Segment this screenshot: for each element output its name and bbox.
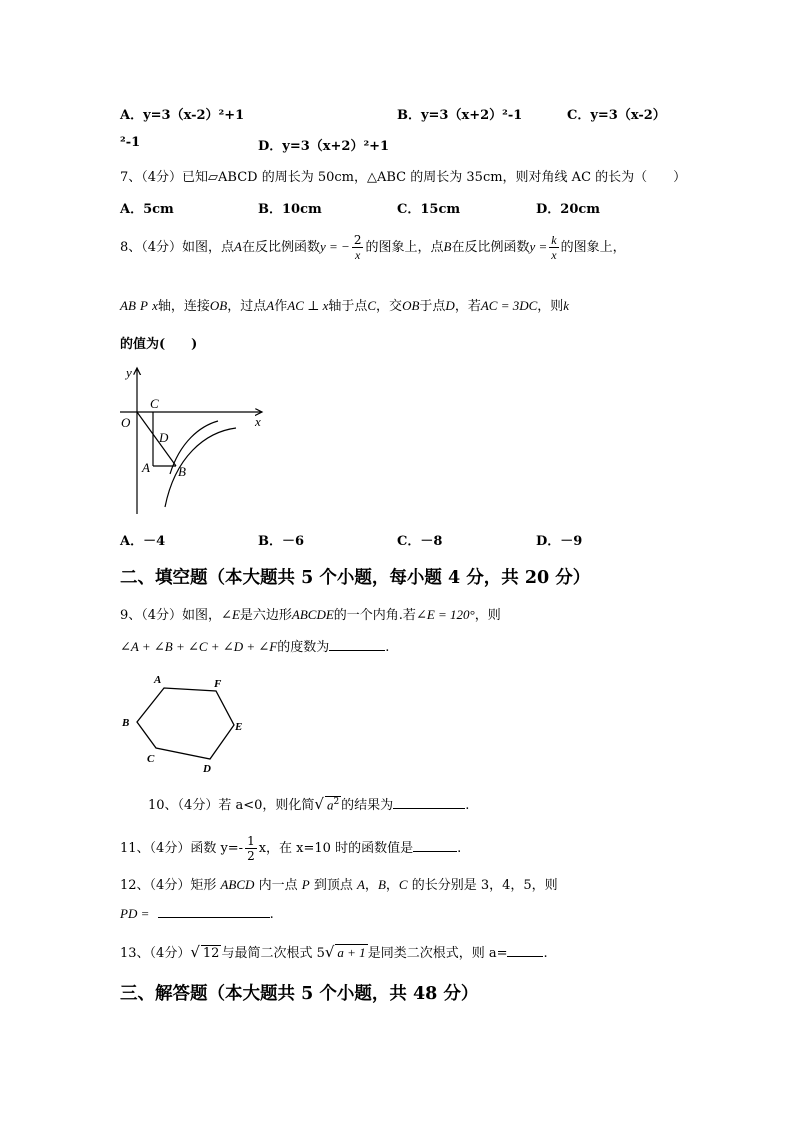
segment-ob xyxy=(137,412,176,466)
q7-question: 7、（4分）已知▱ABCD 的周长为 50cm，△ABC 的周长为 35cm，则对角线 AC 的长为（ ） xyxy=(120,170,687,185)
q6-option-d: D．y=3（x+2）²+1 xyxy=(258,139,390,154)
q6-option-c: C．y=3（x-2） xyxy=(567,108,666,123)
label-f: F xyxy=(214,678,222,690)
q8-figure xyxy=(110,362,270,520)
section-2-heading: 二、填空题（本大题共 5 个小题，每小题 4 分，共 20 分） xyxy=(120,568,591,588)
q9-question-line2: ∠A + ∠B + ∠C + ∠D + ∠F的度数为 . xyxy=(120,639,390,655)
q10-question: 10、（4分）若 a<0，则化简√ $a^2$ 的结果为 . xyxy=(148,795,470,813)
label-d: D xyxy=(159,430,169,445)
q8-question-line3: 的值为( ) xyxy=(120,337,198,352)
label-a: A xyxy=(154,674,162,686)
q7-option-a: A．5cm xyxy=(120,202,174,217)
curve-k xyxy=(165,428,236,507)
q8-option-a: A．－4 xyxy=(120,534,166,549)
section-3-heading: 三、解答题（本大题共 5 个小题，共 48 分） xyxy=(120,984,479,1004)
q13-answer-blank xyxy=(507,944,543,957)
label-c: C xyxy=(147,753,155,765)
q11-answer-blank xyxy=(413,839,457,852)
q13-question: 13、（4分）√ 12 与最简二次根式 5√ a + 1 是同类二次根式，则 a= . xyxy=(120,943,548,961)
q12-question-line2: PD = . xyxy=(120,906,274,922)
hexagon xyxy=(137,688,234,759)
q6-option-b: B．y=3（x+2）²-1 xyxy=(397,108,523,123)
q6-option-c-continued: ²-1 xyxy=(120,135,141,150)
q6-option-a: A．y=3（x-2）²+1 xyxy=(120,108,245,123)
label-a: A xyxy=(142,460,150,475)
q8-option-c: C．－8 xyxy=(397,534,443,549)
q7-option-c: C．15cm xyxy=(397,202,461,217)
q11-question: 11、（4分）函数 y=- $\frac{1}{2}$ x，在 x=10 时的函数值是 . xyxy=(120,834,462,863)
q7-option-b: B．10cm xyxy=(258,202,322,217)
label-c: C xyxy=(150,396,159,411)
label-y: y xyxy=(126,365,132,380)
q12-answer-blank xyxy=(158,905,270,918)
q7-option-d: D．20cm xyxy=(536,202,601,217)
q8-fraction-2: $\frac{k}{x}$ xyxy=(551,233,557,262)
label-e: E xyxy=(235,721,243,733)
q10-answer-blank xyxy=(393,796,465,809)
label-b: B xyxy=(122,717,130,729)
label-b: B xyxy=(178,464,186,479)
q8-option-b: B．－6 xyxy=(258,534,305,549)
q12-question-line1: 12、（4分）矩形 ABCD 内一点 P 到顶点 A，B，C 的长分别是 3，4，5，则 xyxy=(120,877,558,893)
q9-answer-blank xyxy=(329,638,385,651)
q8-fraction-1: $\frac{2}{x}$ xyxy=(353,233,362,262)
label-d: D xyxy=(203,763,211,775)
q8-question-line2: AB P x轴，连接OB，过点A作AC ⊥ x轴于点C，交OB于点D，若AC = 3DC，则k xyxy=(120,298,570,314)
q8-question-line1: 8、（4分）如图，点A在反比例函数y = − $\frac{2}{x}$ 的图象上，点B在反比例函数y = $\frac{k}{x}$ 的图象上， xyxy=(120,233,626,262)
q11-fraction: $\frac{1}{2}$ xyxy=(247,834,255,863)
q9-question-line1: 9、（4分）如图，∠E是六边形ABCDE的一个内角.若∠E = 120°，则 xyxy=(120,607,501,623)
label-x: x xyxy=(255,414,261,429)
label-o: O xyxy=(121,415,131,430)
q8-option-d: D．－9 xyxy=(536,534,583,549)
q9-hexagon-figure xyxy=(116,668,252,778)
